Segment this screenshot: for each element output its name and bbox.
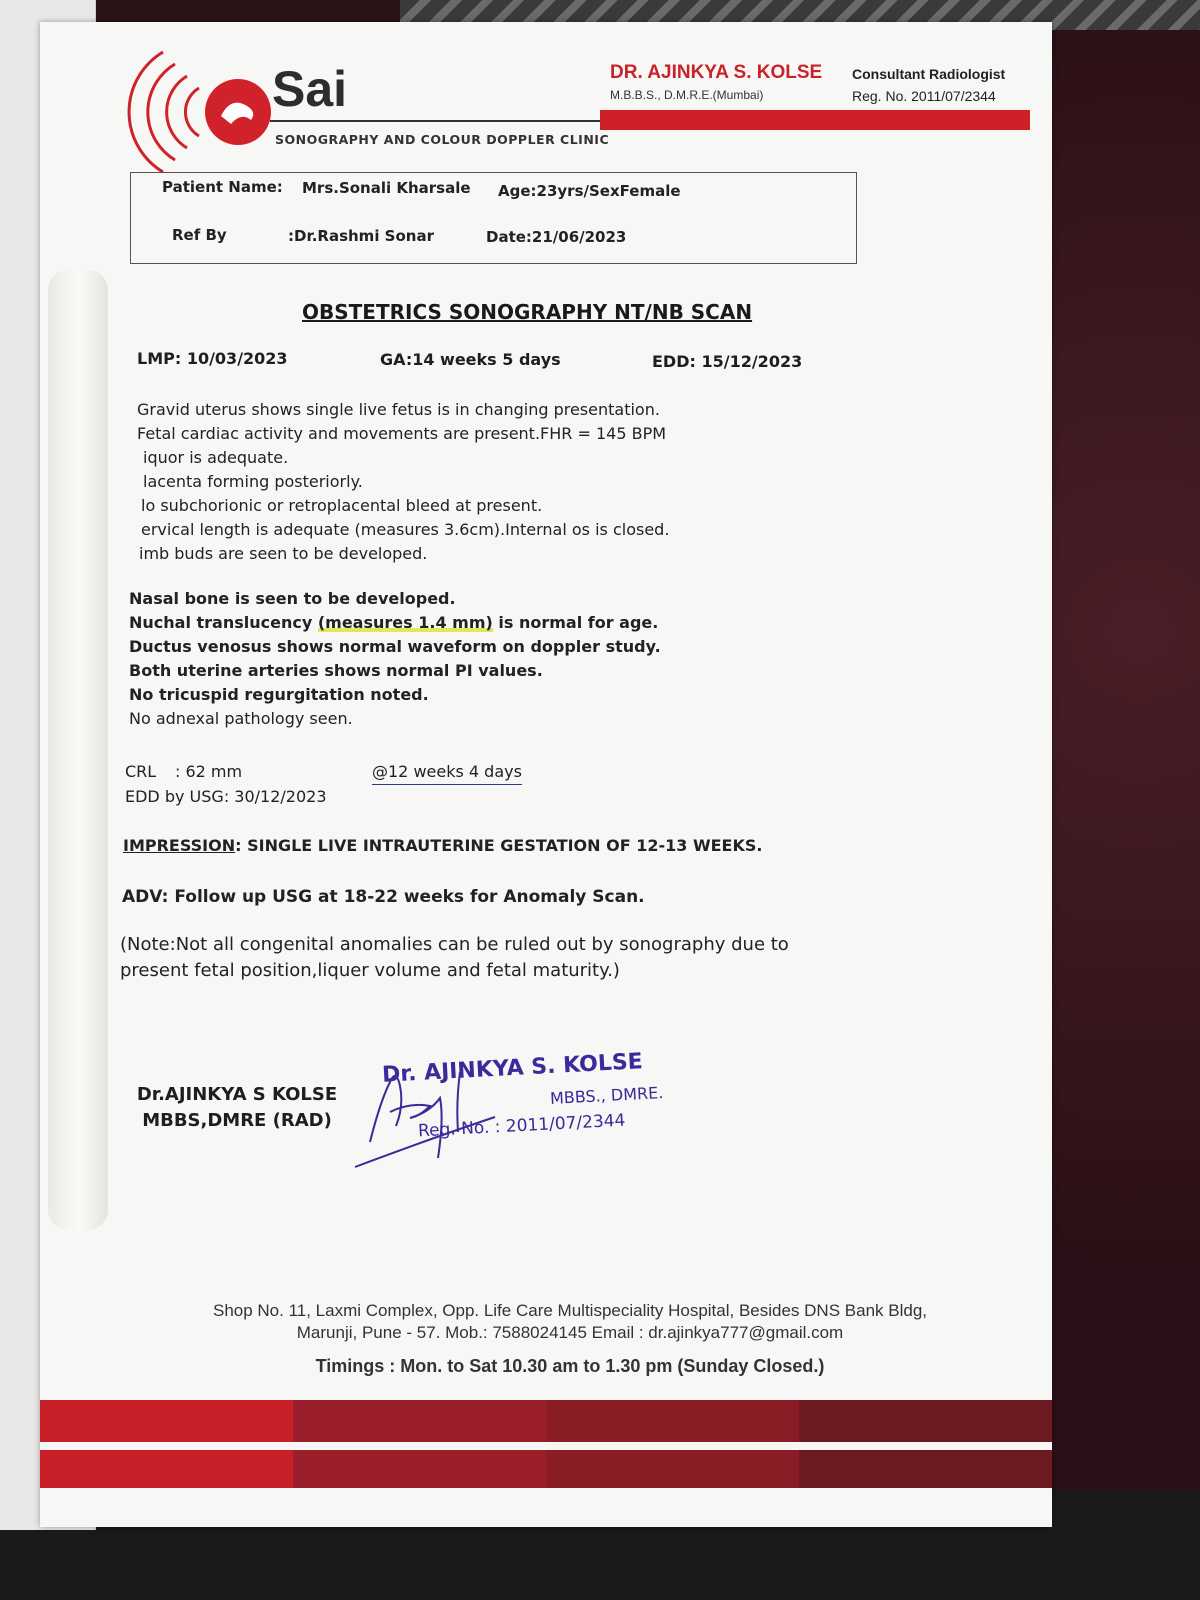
disclaimer-note — [120, 932, 880, 984]
stamp-name: Dr. AJINKYA S. KOLSE — [381, 1049, 644, 1088]
gestational-age: GA:14 weeks 5 days — [380, 350, 561, 369]
registration-number: Reg. No. 2011/07/2344 — [852, 88, 996, 104]
tricuspid-finding: No tricuspid regurgitation noted. — [129, 685, 429, 704]
clinic-logo — [115, 42, 275, 186]
address-line: Shop No. 11, Laxmi Complex, Opp. Life Care Multispeciality Hospital, Besides DNS Bank Bldg, — [212, 1301, 927, 1320]
ref-by-value: :Dr.Rashmi Sonar — [288, 227, 434, 245]
impression — [123, 834, 762, 858]
footer-band-bottom — [40, 1450, 1052, 1488]
signatory-name: Dr.AJINKYA S KOLSE — [136, 1084, 338, 1105]
doctor-name: DR. AJINKYA S. KOLSE — [610, 62, 823, 83]
patient-name-label: Patient Name: — [162, 178, 283, 196]
address-line: Marunji, Pune - 57. Mob.: 7588024145 Email : dr.ajinkya777@gmail.com — [296, 1323, 844, 1342]
nuchal-translucency-finding — [129, 611, 849, 635]
finding-line: imb buds are seen to be developed. — [139, 544, 428, 563]
edd-by-usg: EDD by USG: 30/12/2023 — [125, 787, 327, 806]
finding-line: Fetal cardiac activity and movements are present.FHR = 145 BPM — [137, 424, 667, 443]
stamp-registration: Reg. No. : 2011/07/2344 — [417, 1110, 626, 1142]
stamp-qualification: MBBS., DMRE. — [549, 1083, 664, 1108]
note-line: (Note:Not all congenital anomalies can be ruled out by sonography due to — [120, 934, 789, 955]
finding-line: iquor is adequate. — [143, 448, 289, 467]
nasal-bone-finding: Nasal bone is seen to be developed. — [129, 589, 456, 608]
crl-label: CRL — [125, 762, 157, 781]
uterine-arteries-finding: Both uterine arteries shows normal PI values. — [129, 661, 543, 680]
adnexal-finding: No adnexal pathology seen. — [129, 709, 353, 728]
report-date: Date:21/06/2023 — [486, 228, 627, 246]
findings-list — [137, 398, 837, 566]
background-right — [1050, 30, 1200, 1530]
nt-findings — [129, 587, 849, 731]
patient-age-sex: Age:23yrs/SexFemale — [498, 182, 681, 200]
logo-divider — [270, 120, 600, 122]
edd: EDD: 15/12/2023 — [652, 352, 803, 371]
impression-text: : SINGLE LIVE INTRAUTERINE GESTATION OF 12-13 WEEKS. — [235, 836, 763, 855]
finding-line: lo subchorionic or retroplacental bleed at present. — [141, 496, 543, 515]
advice: ADV: Follow up USG at 18-22 weeks for Anomaly Scan. — [122, 887, 645, 907]
doctor-qualification: M.B.B.S., D.M.R.E.(Mumbai) — [610, 88, 764, 102]
ductus-venosus-finding: Ductus venosus shows normal waveform on doppler study. — [129, 637, 661, 656]
finding-line: lacenta forming posteriorly. — [143, 472, 363, 491]
note-line: present fetal position,liquer volume and fetal maturity.) — [120, 960, 620, 981]
patient-name-value: Mrs.Sonali Kharsale — [302, 179, 471, 197]
nt-post: is normal for age. — [492, 613, 659, 632]
finding-line: ervical length is adequate (measures 3.6cm).Internal os is closed. — [141, 520, 670, 539]
lmp: LMP: 10/03/2023 — [137, 349, 288, 368]
logo-text: Sai — [272, 61, 348, 117]
nt-pre: Nuchal translucency — [129, 613, 318, 632]
crl-value: : 62 mm — [175, 762, 243, 781]
report-title: OBSTETRICS SONOGRAPHY NT/NB SCAN — [302, 300, 753, 324]
nt-measurement: (measures 1.4 mm) — [317, 613, 493, 632]
report-page — [40, 22, 1052, 1527]
finding-line: Gravid uterus shows single live fetus is in changing presentation. — [137, 400, 660, 419]
impression-label: IMPRESSION — [123, 836, 236, 855]
clinic-timings: Timings : Mon. to Sat 10.30 am to 1.30 pm (Sunday Closed.) — [315, 1356, 825, 1376]
doctor-role: Consultant Radiologist — [852, 66, 1006, 82]
clinic-subtitle: SONOGRAPHY AND COLOUR DOPPLER CLINIC — [275, 132, 610, 147]
footer-band-top — [40, 1400, 1052, 1442]
clinic-address — [160, 1300, 980, 1344]
crl-gestational-age: @12 weeks 4 days — [372, 760, 522, 785]
ref-by-label: Ref By — [172, 226, 227, 244]
signatory-qualification: MBBS,DMRE (RAD) — [142, 1110, 332, 1131]
binder-strip — [48, 270, 108, 1230]
signatory — [122, 1082, 352, 1134]
header-red-bar — [600, 110, 1030, 130]
